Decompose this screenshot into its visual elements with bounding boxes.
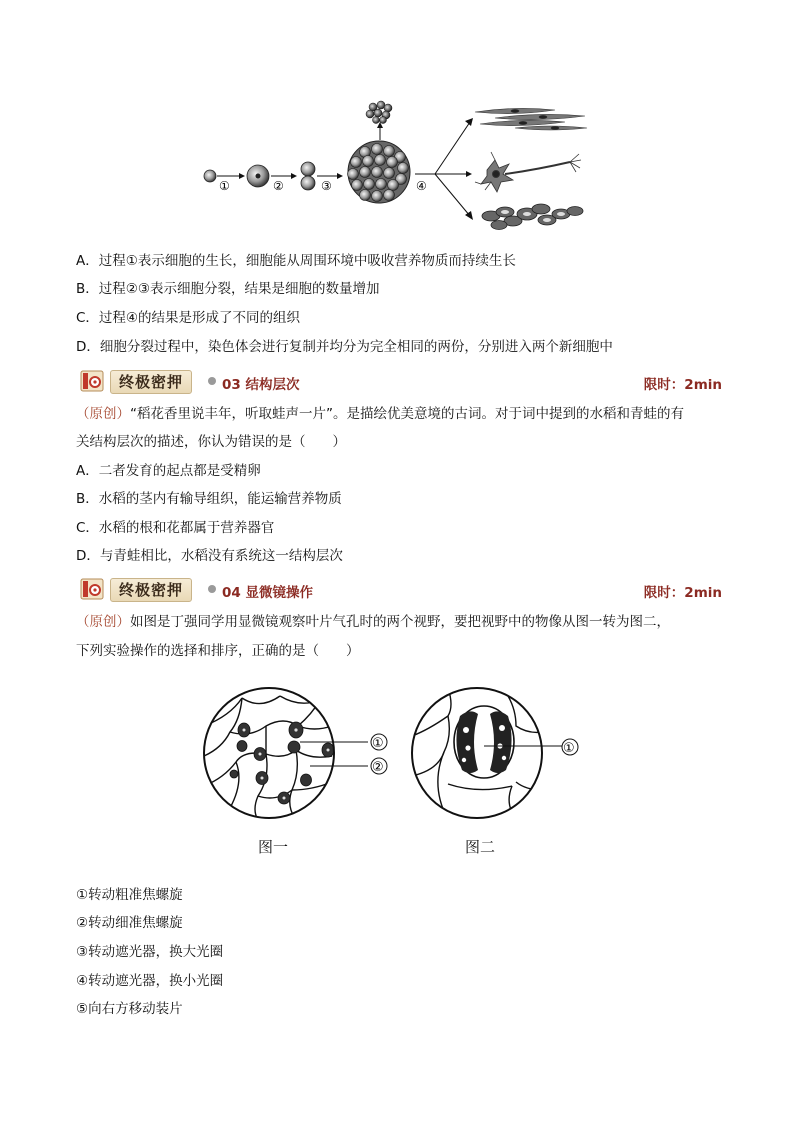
bullet-dot [208, 585, 216, 593]
zygote-cell [204, 170, 216, 182]
process-label-2: ② [273, 179, 284, 193]
process-label-4: ④ [416, 179, 427, 193]
q3-option-c: C．水稻的根和花都属于营养器官 [76, 520, 275, 536]
q3-stem-line1: （原创）“稻花香里说丰年，听取蛙声一片”。是描绘优美意境的古词。对于词中提到的水稻和青蛙的有 [76, 406, 684, 422]
brand-label: 终极密押 [110, 370, 192, 394]
target-badge-icon [80, 578, 106, 602]
section-topic: 03 结构层次 [222, 377, 300, 393]
blood-cells [482, 204, 583, 230]
target-badge-icon [80, 370, 106, 394]
q3-option-b: B．水稻的茎内有输导组织，能运输营养物质 [76, 491, 342, 507]
q3-section-banner [80, 370, 722, 394]
q4-step-2: ②转动细准焦螺旋 [76, 915, 183, 931]
cell-cluster [348, 141, 411, 203]
section-topic: 04 显微镜操作 [222, 585, 313, 601]
q4-step-4: ④转动遮光器，换小光圈 [76, 973, 224, 989]
q3-stem-line2: 关结构层次的描述，你认为错误的是（ ） [76, 434, 346, 450]
original-tag: （原创） [76, 406, 130, 422]
cell-differentiation-diagram [195, 98, 595, 233]
original-tag: （原创） [76, 614, 130, 630]
nerve-cell [475, 152, 581, 192]
small-cell-cluster [366, 101, 392, 124]
q4-step-5: ⑤向右方移动装片 [76, 1001, 183, 1017]
q2-option-c: C．过程④的结果是形成了不同的组织 [76, 310, 301, 326]
fig2-label-1: ① [563, 741, 575, 756]
figure2-caption: 图二 [465, 838, 496, 856]
q4-stem-line1: （原创）如图是丁强同学用显微镜观察叶片气孔时的两个视野，要把视野中的物像从图一转为图二， [76, 614, 670, 630]
q4-step-3: ③转动遮光器，换大光圈 [76, 944, 224, 960]
q3-option-a: A．二者发育的起点都是受精卵 [76, 463, 261, 479]
q4-stem-line2: 下列实验操作的选择和排序，正确的是（ ） [76, 643, 360, 659]
process-label-1: ① [219, 179, 230, 193]
q2-option-d: D．细胞分裂过程中，染色体会进行复制并均分为完全相同的两份，分别进入两个新细胞中 [76, 339, 613, 355]
fig1-label-2: ② [372, 760, 384, 775]
microscope-view-1 [200, 686, 400, 820]
time-limit: 限时：2min [643, 585, 722, 601]
figure1-caption: 图一 [258, 838, 289, 856]
q2-option-a: A．过程①表示细胞的生长，细胞能从周围环境中吸收营养物质而持续生长 [76, 253, 516, 269]
process-label-3: ③ [321, 179, 332, 193]
two-cells [301, 162, 315, 176]
brand-label: 终极密押 [110, 578, 192, 602]
q4-step-1: ①转动粗准焦螺旋 [76, 887, 183, 903]
q3-option-d: D．与青蛙相比，水稻没有系统这一结构层次 [76, 548, 343, 564]
q2-option-b: B．过程②③表示细胞分裂，结果是细胞的数量增加 [76, 281, 380, 297]
microscope-view-2 [408, 686, 588, 820]
q4-section-banner [80, 578, 722, 602]
time-limit: 限时：2min [643, 377, 722, 393]
fig1-label-1: ① [372, 736, 384, 751]
bullet-dot [208, 377, 216, 385]
muscle-tissue [475, 108, 587, 130]
